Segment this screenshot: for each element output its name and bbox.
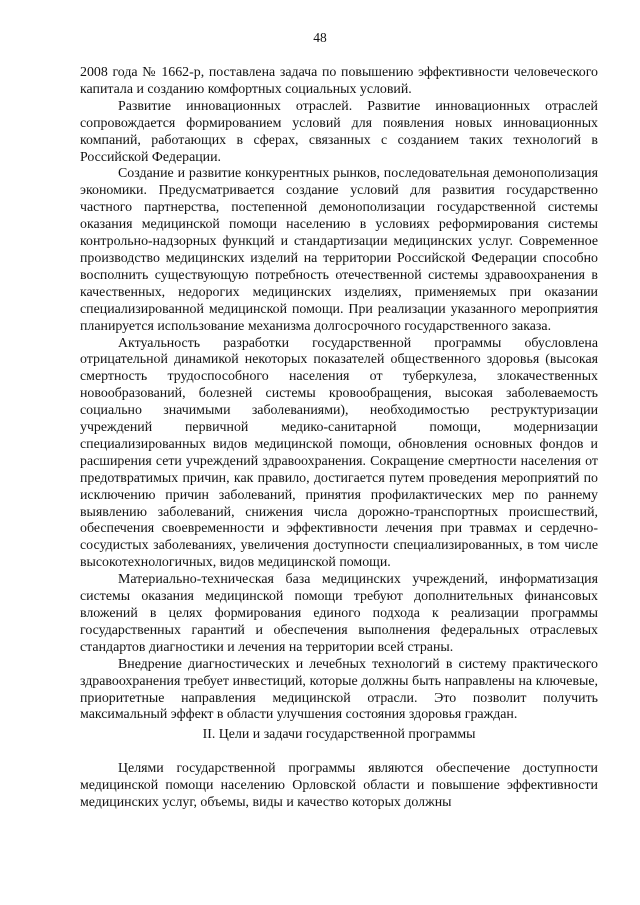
paragraph: Материально-техническая база медицинских учреждений, информатизация системы оказания медицинской помощи требуют дополнительных финансовых вложений в целях формирования единого подхода к реализации программы государственных гарантий и обеспечения выполнения федеральных отраслевых стандартов диагностики и лечения на территории всей страны. bbox=[80, 572, 598, 655]
section-heading: II. Цели и задачи государственной программы bbox=[202, 727, 476, 743]
paragraph: Развитие инновационных отраслей. Развитие инновационных отраслей сопровождается формированием условий для появления новых инновационных компаний, работающих в сферах, связанных с созданием таких технологий в Российской Федерации. bbox=[80, 98, 598, 165]
paragraph: Актуальность разработки государственной программы обусловлена отрицательной динамикой некоторых показателей общественного здоровья (высокая смертность трудоспособного населения от туберкулеза, злокачественных новообразований, болезней системы кровообращения, высокая заболеваемость социально значимыми заболеваниями), необходимостью реструктуризации учреждений первичной медико-санитарной помощи, модернизации специализированных видов медицинской помощи, обновления основных фондов и расширения сети учреждений здравоохранения. Сокращение смертности населения от предотвратимых причин, как правило, достигается путем проведения мероприятий по исключению причин заболеваний, принятия профилактических мер по раннему выявлению заболеваний, снижения числа дорожно-транспортных происшествий, обеспечения своевременности и эффективности лечения при травмах и сердечно-сосудистых заболеваниях, увеличения доступности специализированных, в том числе высокотехнологичных, видов медицинской помощи. bbox=[80, 335, 598, 571]
page-number: 48 bbox=[313, 30, 327, 45]
paragraph: Внедрение диагностических и лечебных технологий в систему практического здравоохранения требует инвестиций, которые должны быть направлены на ключевые, приоритетные направления медицинской отрасли. Это позволит получить максимальный эффект в области улучшения состояния здоровья граждан. bbox=[80, 656, 598, 723]
section-paragraph: Целями государственной программы являются обеспечение доступности медицинской помощи населению Орловской области и повышение эффективности медицинских услуг, объемы, виды и качество которых должны bbox=[80, 761, 598, 811]
section-spacer bbox=[80, 744, 598, 761]
document-body bbox=[80, 65, 598, 812]
paragraph: 2008 года № 1662-р, поставлена задача по повышению эффективности человеческого капитала и созданию комфортных социальных условий. bbox=[80, 65, 598, 97]
paragraph: Создание и развитие конкурентных рынков, последовательная демонополизация экономики. Предусматривается создание условий для развития государственно частного партнерства, постепенной демонополизации государственной системы оказания медицинской помощи населению в условиях реформирования системы контрольно-надзорных функций и стандартизации медицинских услуг. Современное производство медицинских изделий на территории Российской Федерации способно восполнить существующую потребность отечественной системы здравоохранения в качественных, недорогих медицинских изделиях, применяемых при оказании специализированной медицинской помощи. При реализации указанного мероприятия планируется использование механизма долгосрочного государственного заказа. bbox=[80, 166, 598, 334]
